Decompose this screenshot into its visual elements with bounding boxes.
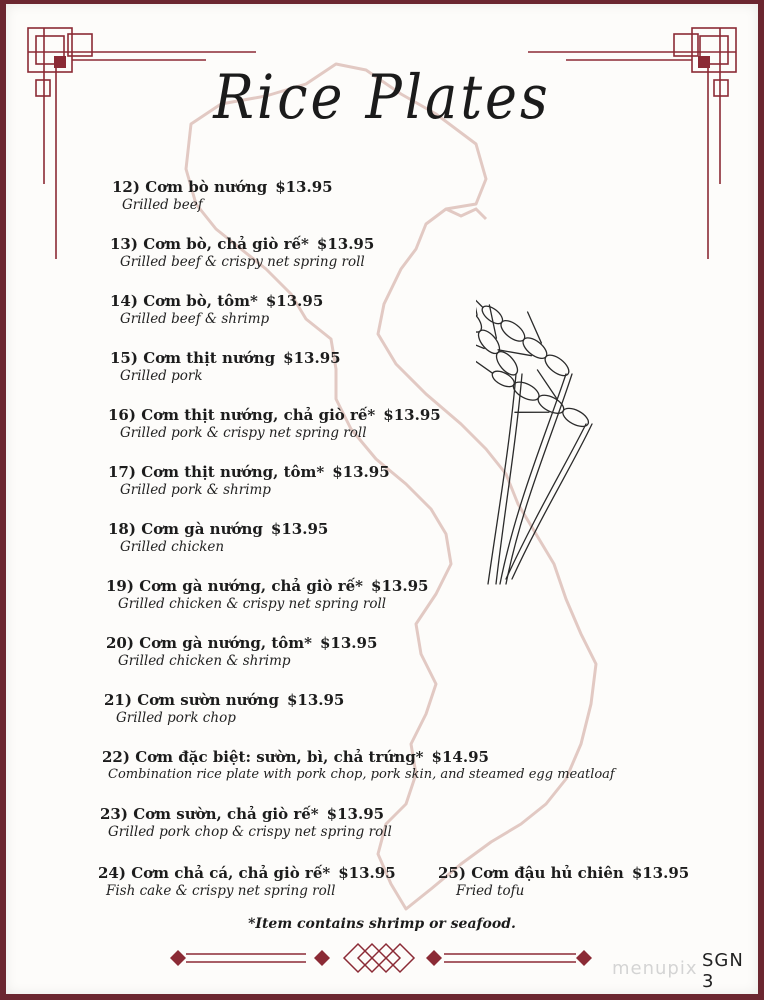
item-description: Grilled beef & shrimp [120,311,270,327]
item-number: 21) [104,691,132,709]
menu-item-12 [112,178,333,213]
item-description: Grilled pork chop [116,710,236,726]
menu-item-19 [106,577,428,612]
item-price: $13.95 [332,463,390,481]
item-name: Cơm bò, tôm* [143,292,258,310]
item-description: Grilled pork chop & crispy net spring roll [108,824,392,840]
item-price: $13.95 [371,577,429,595]
item-price: $13.95 [326,805,385,823]
item-name: Cơm sườn nướng [137,691,279,709]
item-number: 12) [112,178,140,196]
item-number: 24) [98,864,126,882]
menu-item-15 [110,349,341,384]
item-price: $13.95 [383,406,441,424]
menu-item-21 [104,691,344,726]
item-number: 25) [438,864,466,882]
item-description: Grilled pork & crispy net spring roll [120,425,367,441]
item-price: $13.95 [631,864,690,882]
menu-item-23 [100,805,392,840]
item-name: Cơm gà nướng [141,520,263,538]
item-price: $13.95 [275,178,333,196]
page-number: SGN 3 [702,950,744,992]
item-price: $13.95 [316,235,375,253]
item-description: Grilled beef [122,197,203,213]
menu-item-22 [102,748,615,782]
item-number: 19) [106,577,134,595]
seafood-note: *Item contains shrimp or seafood. [248,916,516,932]
watermark: menupix [612,958,698,979]
item-description: Grilled chicken [120,539,225,555]
item-name: Cơm bò, chả giò rế* [143,235,309,253]
item-name: Cơm đặc biệt: sườn, bì, chả trứng* [135,748,424,766]
item-name: Cơm gà nướng, chả giò rế* [139,577,364,595]
item-price: $13.95 [265,292,324,310]
item-price: $14.95 [431,748,489,766]
item-description: Grilled chicken & shrimp [118,653,291,669]
item-number: 14) [110,292,138,310]
item-number: 17) [108,463,136,481]
item-number: 22) [102,748,130,766]
item-number: 16) [108,406,136,424]
item-description: Fried tofu [456,883,525,899]
item-description: Grilled pork & shrimp [120,482,271,498]
menu-item-20 [106,634,377,669]
item-name: Cơm đậu hủ chiên [471,864,624,882]
menu-item-24 [98,864,396,899]
item-description: Grilled chicken & crispy net spring roll [118,596,387,612]
menu-item-18 [108,520,328,555]
item-description: Fish cake & crispy net spring roll [106,883,336,899]
item-name: Cơm bò nướng [145,178,268,196]
item-name: Cơm gà nướng, tôm* [139,634,312,652]
item-description: Grilled pork [120,368,203,384]
item-price: $13.95 [338,864,396,882]
item-number: 13) [110,235,138,253]
item-price: $13.95 [320,634,378,652]
item-description: Grilled beef & crispy net spring roll [120,254,365,270]
menu-item-14 [110,292,323,327]
menu-item-13 [110,235,374,270]
item-name: Cơm thịt nướng, chả giò rế* [141,406,376,424]
item-price: $13.95 [283,349,341,367]
item-number: 23) [100,805,128,823]
wheat-illustration [476,184,686,594]
item-name: Cơm thịt nướng [143,349,276,367]
menu-page [6,4,758,994]
item-description: Combination rice plate with pork chop, pork skin, and steamed egg meatloaf [108,767,615,782]
item-name: Cơm chả cá, chả giò rế* [131,864,331,882]
page-title: Rice Plates [213,62,551,133]
item-number: 20) [106,634,134,652]
menu-item-16 [108,406,441,441]
item-price: $13.95 [270,520,329,538]
item-name: Cơm sườn, chả giò rế* [133,805,319,823]
item-name: Cơm thịt nướng, tôm* [141,463,325,481]
menu-item-17 [108,463,390,498]
item-number: 18) [108,520,136,538]
item-number: 15) [110,349,138,367]
item-price: $13.95 [286,691,345,709]
menu-item-25 [438,864,689,899]
